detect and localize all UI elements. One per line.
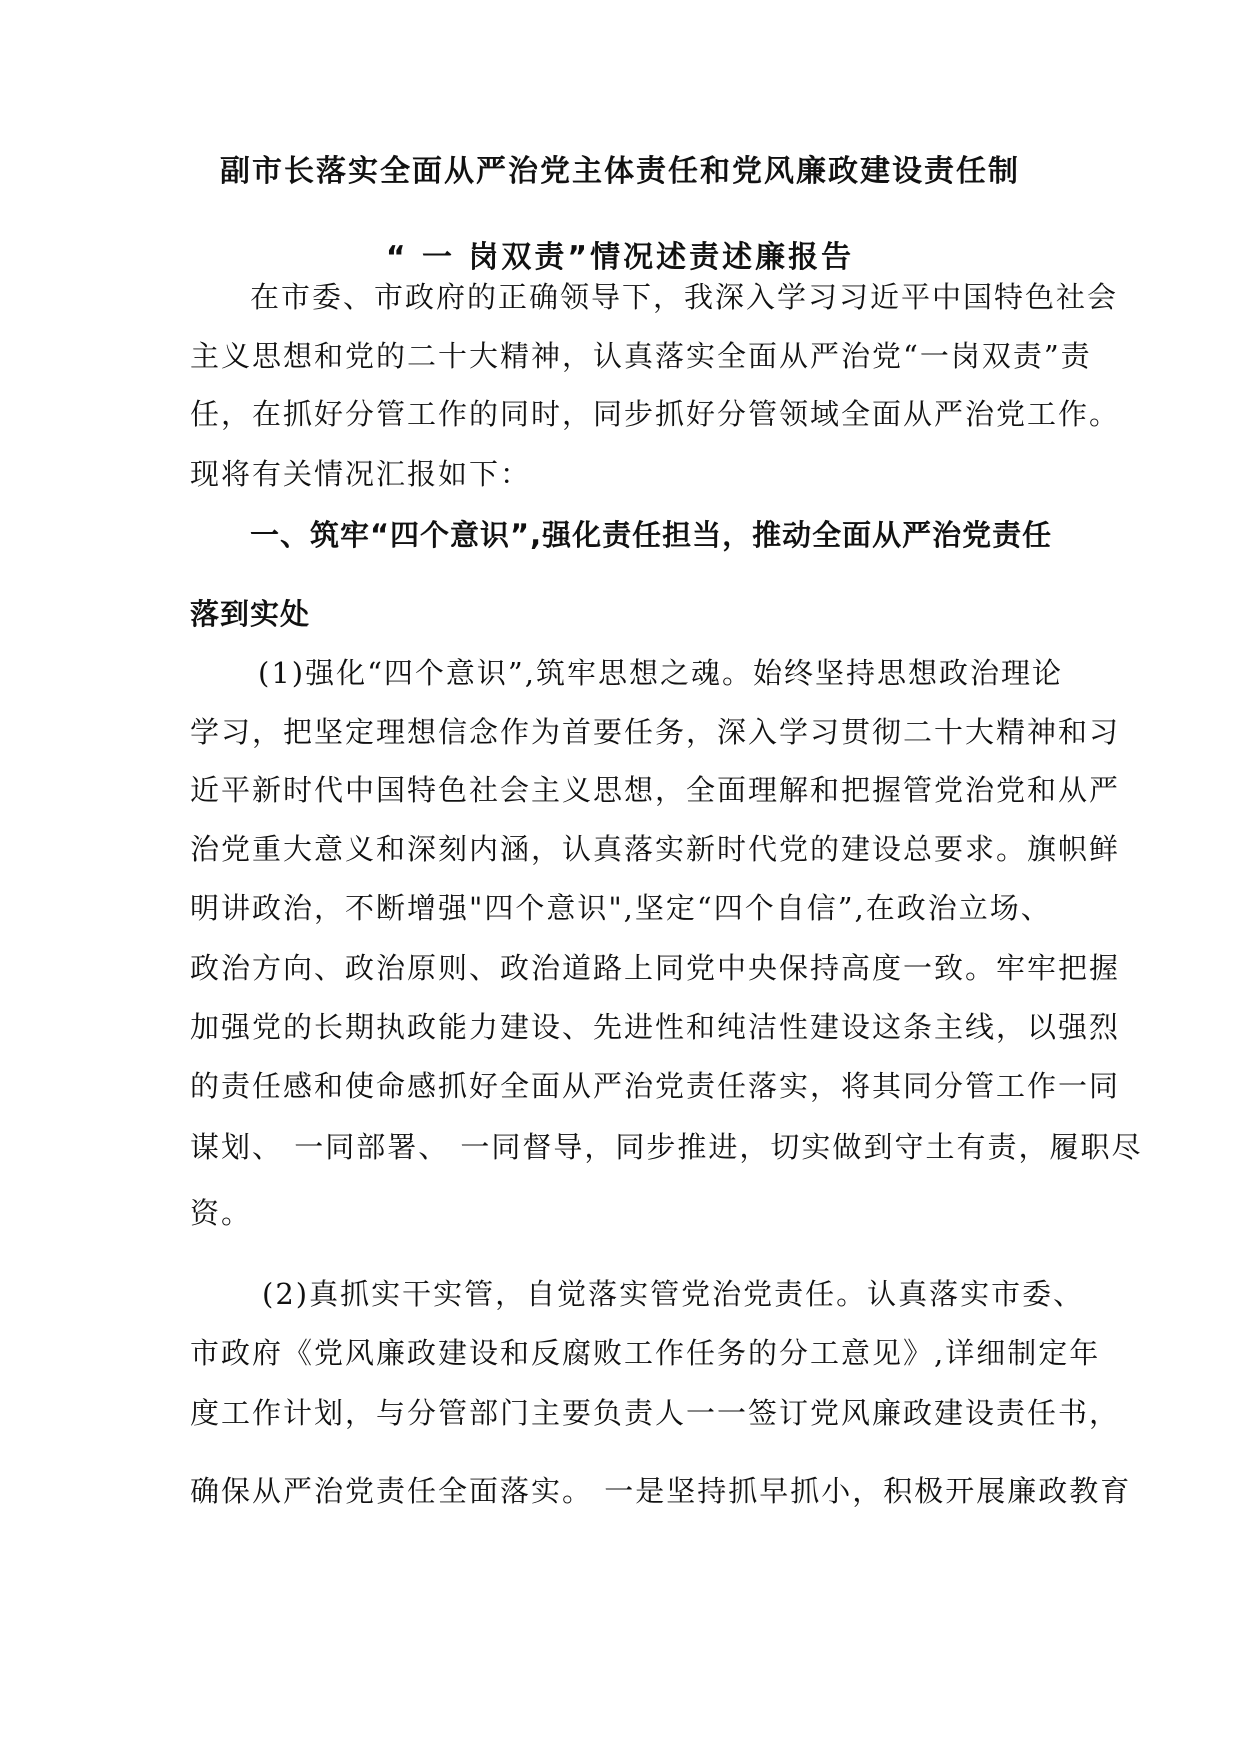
paragraph-line: 主义思想和党的二十大精神，认真落实全面从严治党“一岗双责”责 — [190, 339, 1092, 373]
paragraph-line: 加强党的长期执政能力建设、先进性和纯洁性建设这条主线，以强烈 — [190, 1010, 1121, 1044]
paragraph-line: (1)强化“四个意识”,筑牢思想之魂。始终坚持思想政治理论 — [258, 656, 1063, 690]
paragraph-line: 治党重大意义和深刻内涵，认真落实新时代党的建设总要求。旗帜鲜 — [190, 832, 1121, 866]
document-title-line-1: 副市长落实全面从严治党主体责任和党风廉政建设责任制 — [220, 154, 1020, 189]
paragraph-line: (2)真抓实干实管，自觉落实管党治党责任。认真落实市委、 — [262, 1277, 1085, 1311]
document-title-line-2: “ 一 岗双责”情况述责述廉报告 — [385, 240, 855, 275]
paragraph-line: 度工作计划，与分管部门主要负责人一一签订党风廉政建设责任书， — [190, 1396, 1121, 1430]
paragraph-line: 任，在抓好分管工作的同时，同步抓好分管领域全面从严治党工作。 — [190, 397, 1121, 431]
paragraph-line: 谋划、 一同部署、 一同督导，同步推进，切实做到守土有责，履职尽 — [190, 1130, 1143, 1164]
paragraph-line: 在市委、市政府的正确领导下，我深入学习习近平中国特色社会 — [250, 280, 1119, 314]
paragraph-line: 市政府《党风廉政建设和反腐败工作任务的分工意见》,详细制定年 — [190, 1336, 1101, 1370]
paragraph-line: 的责任感和使命感抓好全面从严治党责任落实，将其同分管工作一同 — [190, 1069, 1121, 1103]
paragraph-line: 学习，把坚定理想信念作为首要任务，深入学习贯彻二十大精神和习 — [190, 715, 1121, 749]
section-heading-line: 一、筑牢“四个意识”,强化责任担当，推动全面从严治党责任 — [250, 518, 1053, 552]
paragraph-line: 资。 — [190, 1196, 253, 1230]
paragraph-line: 政治方向、政治原则、政治道路上同党中央保持高度一致。牢牢把握 — [190, 951, 1121, 985]
paragraph-line: 近平新时代中国特色社会主义思想，全面理解和把握管党治党和从严 — [190, 773, 1121, 807]
paragraph-line: 明讲政治，不断增强"四个意识",坚定“四个自信”,在政治立场、 — [190, 891, 1052, 925]
section-heading-line: 落到实处 — [190, 597, 311, 631]
paragraph-line: 确保从严治党责任全面落实。 一是坚持抓早抓小，积极开展廉政教育 — [190, 1474, 1132, 1508]
paragraph-line: 现将有关情况汇报如下： — [190, 457, 532, 491]
